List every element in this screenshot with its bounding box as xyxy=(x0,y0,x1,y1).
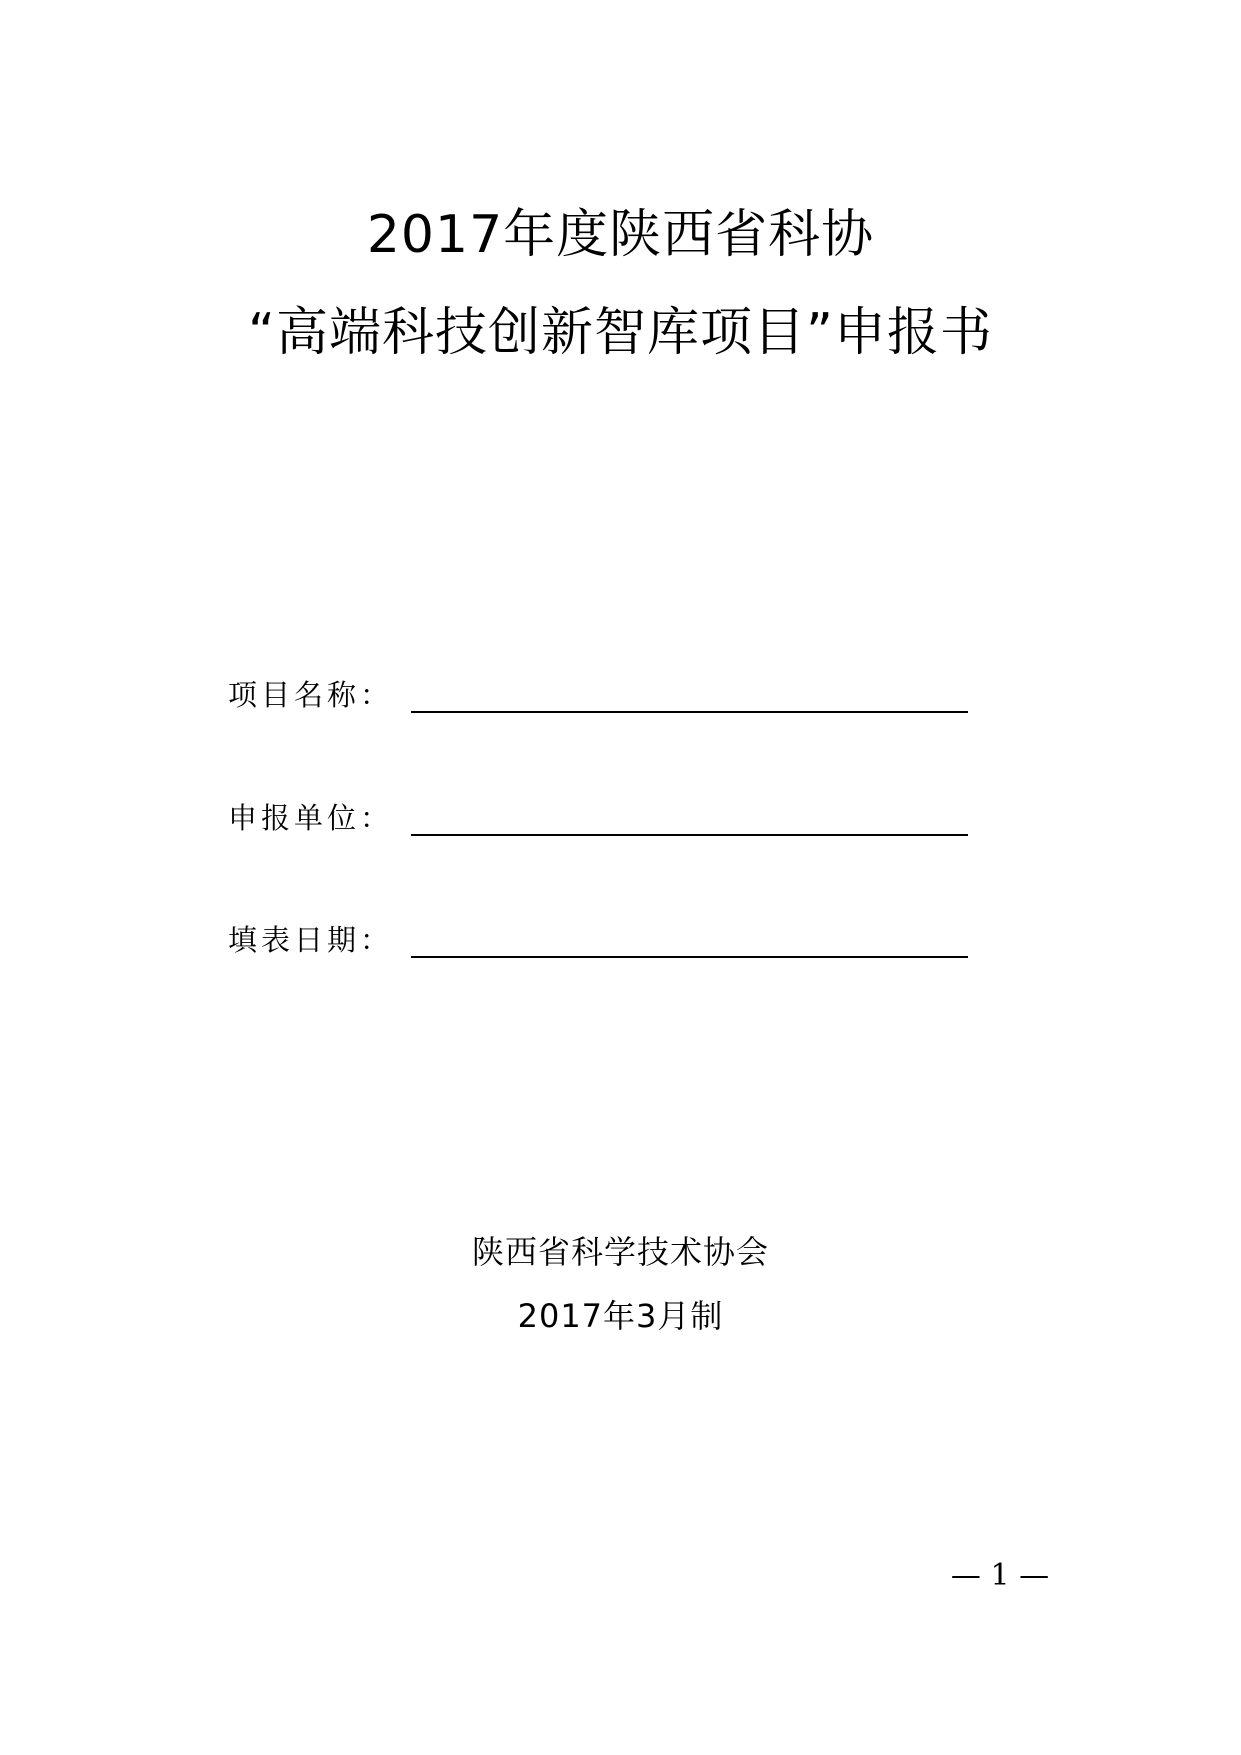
title-line-1: 2017年度陕西省科协 xyxy=(366,205,875,265)
page-number: — 1 — xyxy=(950,1558,1050,1593)
fill-date-field xyxy=(228,910,968,960)
title-line-2: “高端科技创新智库项目”申报书 xyxy=(248,303,993,363)
made-date: 2017年3月制 xyxy=(517,1297,724,1335)
issuing-organization: 陕西省科学技术协会 xyxy=(471,1233,769,1271)
fill-date-blank-line xyxy=(411,956,968,958)
fill-date-label: 填表日期： xyxy=(228,923,394,957)
applicant-unit-field xyxy=(228,788,968,838)
project-name-blank-line xyxy=(411,711,968,713)
applicant-unit-label: 申报单位： xyxy=(228,801,394,835)
project-name-label: 项目名称： xyxy=(228,678,394,712)
applicant-unit-blank-line xyxy=(411,834,968,836)
project-name-field xyxy=(228,665,968,715)
